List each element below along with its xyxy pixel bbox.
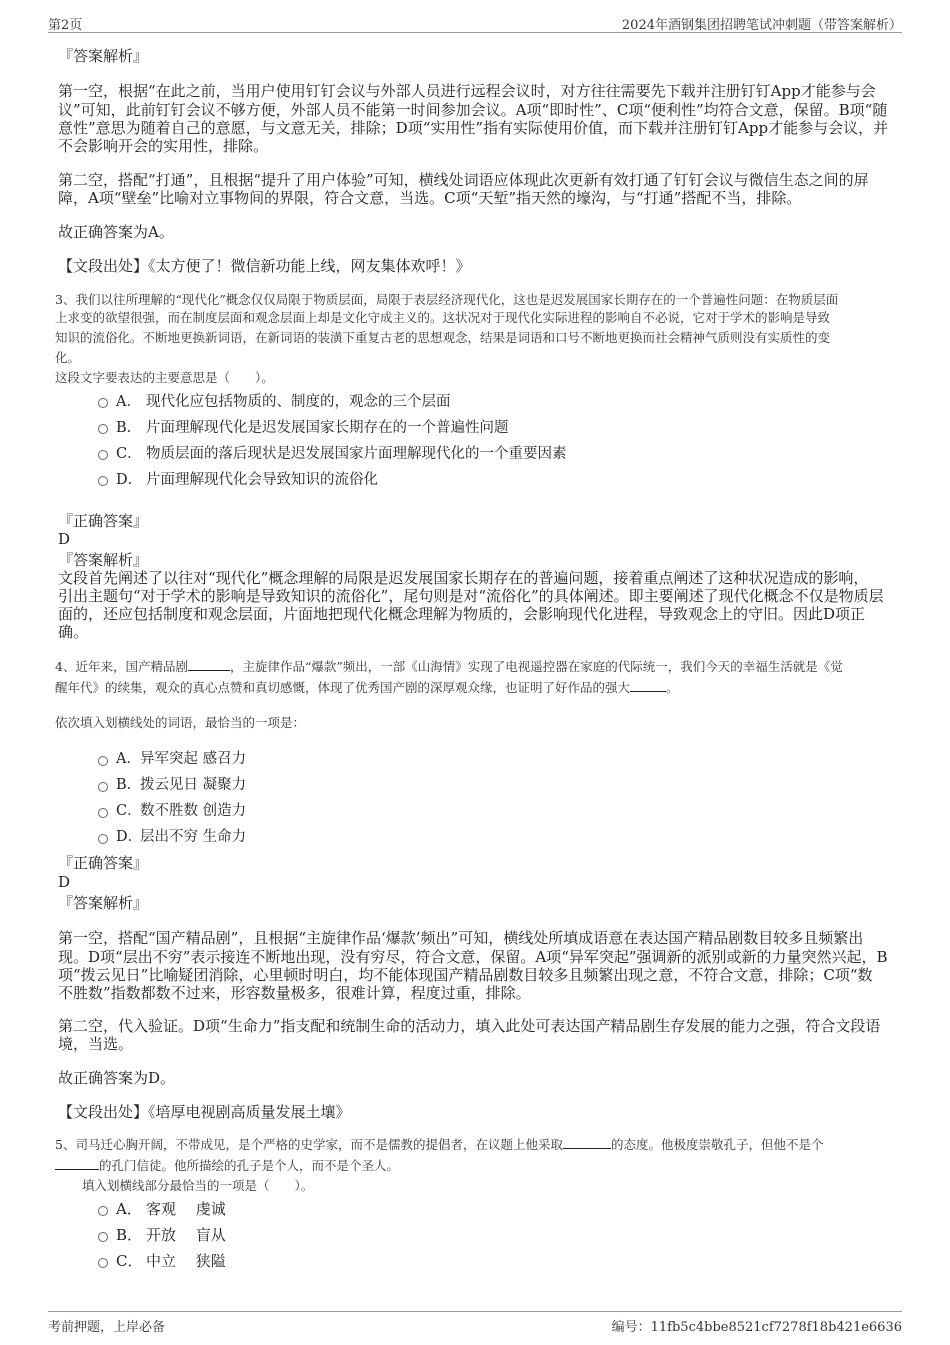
q3-explain-line: 确。 [58,623,89,641]
option-letter: C． [116,1252,143,1270]
radio-button[interactable] [98,808,108,818]
option-letter: A． [116,1200,142,1218]
q3-prompt: 这段文字要表达的主要意思是（ ）。 [55,370,274,385]
q4-stem-line [55,677,679,698]
option-text: 拨云见日 凝聚力 [140,777,247,793]
option-text: 开放 盲从 [146,1226,226,1244]
option-letter: C． [116,803,142,819]
fill-blank [630,677,666,692]
q5-prompt: 填入划横线部分最恰当的一项是（ ）。 [82,1178,314,1193]
document-title: 2024年酒钢集团招聘笔试冲刺题（带答案解析） [621,18,902,33]
radio-button[interactable] [98,424,108,434]
q2-explain-line: 障，A项“壁垒”比喻对立事物间的界限，符合文意，当选。C项“天堑”指天然的壕沟，与“打通”搭配不当，排除。 [58,189,802,207]
q4-explain-line: 现。D项“层出不穷”表示接连不断地出现，没有穷尽，符合文意，保留。A项“异军突起”强调新的派别或新的力量突然兴起，B [58,948,888,966]
radio-button[interactable] [98,1258,108,1268]
q4-prompt: 依次填入划横线处的词语，最恰当的一项是： [55,715,306,730]
q4-answer: D [58,873,71,891]
q2-explain-line: 议”可知，此前钉钉会议不够方便，外部人员不能第一时间参加会议。A项“即时性”、C项“便利性”均符合文意，保留。B项“随 [58,101,888,119]
q4-correct-label: 『正确答案』 [58,854,149,872]
q4-explain-line: 项“拨云见日”比喻疑团消除，心里顿时明白，均不能体现国产精品剧数目较多且频繁出现之意，不符合文意，排除；C项“数 [58,966,873,984]
q3-explain-line: 面的，还应包括制度和观念层面，片面地把现代化概念理解为物质的，会影响现代化进程，导致观念上的守旧。因此D项正 [58,605,866,623]
option-text: 物质层面的落后现状是迟发展国家片面理解现代化的一个重要因素 [146,446,567,462]
q3-explain-line: 文段首先阐述了以往对“现代化”概念理解的局限是迟发展国家长期存在的普遍问题，接着重点阐述了这种状况造成的影响， [58,569,869,587]
q3-stem-line: 知识的流俗化。不断地更换新词语，在新词语的装潢下重复古老的思想观念，结果是词语和口号不断地更换而社会精神气质则没有实质性的变 [55,330,831,345]
radio-button[interactable] [98,756,108,766]
option-text: 层出不穷 生命力 [140,829,247,845]
option-letter: C． [116,446,142,462]
q4-explain-line: 第一空，搭配“国产精品剧”，且根据“主旋律作品‘爆款’频出”可知，横线处所填成语意在表达国产精品剧数目较多且频繁出 [58,929,864,947]
page-footer [48,1311,902,1334]
q4-explain-line: 不胜数”指数都数不过来，形容数量极多，很难计算，程度过重，排除。 [58,984,531,1002]
fill-blank [188,656,230,671]
q3-explain-line: 引出主题句“对于学术的影响是导致知识的流俗化”，尾句则是对“流俗化”的具体阐述。即主要阐述了现代化概念不仅是物质层 [58,587,884,605]
option-letter: A． [116,394,141,410]
radio-button[interactable] [98,1232,108,1242]
radio-button[interactable] [98,1206,108,1216]
q3-stem-line: 化。 [55,350,81,365]
q3-stem-line: 3、我们以往所理解的“现代化”概念仅仅局限于物质层面，局限于表层经济现代化，这也是迟发展国家长期存在的一个普遍性问题：在物质层面 [55,292,839,307]
footer-slogan: 考前押题，上岸必备 [48,1320,166,1335]
q5-stem-line [55,1155,399,1176]
q4-explain-line: 第二空，代入验证。D项“生命力”指支配和统制生命的活动力，填入此处可表达国产精品剧生存发展的能力之强，符合文段语 [58,1017,881,1035]
q2-explain-line: 不会影响开会的实用性，排除。 [58,137,269,155]
radio-button[interactable] [98,398,108,408]
q3-explain-label: 『答案解析』 [58,551,149,569]
option-text: 片面理解现代化是迟发展国家长期存在的一个普遍性问题 [146,420,509,436]
option-text: 异军突起 感召力 [140,751,247,767]
option-letter: B． [116,777,142,793]
q2-explain-line: 第二空，搭配“打通”，且根据“提升了用户体验”可知，横线处词语应体现此次更新有效打通了钉钉会议与微信生态之间的屏 [58,171,869,189]
option-text: 片面理解现代化会导致知识的流俗化 [146,472,378,488]
q3-stem-line: 上求变的欲望很强，而在制度层面和观念层面上却是文化守成主义的。这状况对于现代化实际进程的影响自不必说，它对于学术的影响是导致 [55,310,831,325]
q4-stem-text: ，主旋律作品“爆款”频出，一部《山海情》实现了电视遥控器在家庭的代际统一，我们今天的幸福生活就是《觉 [229,659,843,674]
radio-button[interactable] [98,450,108,460]
q4-explain-line: 境，当选。 [58,1035,134,1053]
page-number: 第2页 [48,18,83,33]
q4-stem-line [55,656,843,677]
q4-explain-label: 『答案解析』 [58,894,149,912]
q2-conclusion: 故正确答案为A。 [58,223,174,241]
radio-button[interactable] [98,834,108,844]
q4-stem-text: 。 [666,680,679,695]
option-text: 中立 狭隘 [146,1252,226,1270]
q4-stem-text: 4、近年来，国产精品剧 [55,659,188,674]
page-header [48,12,902,33]
q2-explain-line: 第一空，根据“在此之前，当用户使用钉钉会议与外部人员进行远程会议时，对方往往需要先下载并注册钉钉App才能参与会 [58,82,876,100]
radio-button[interactable] [98,782,108,792]
q4-stem-text: 醒年代》的续集，观众的真心点赞和真切感慨，体现了优秀国产剧的深厚观众缘，也证明了好作品的强大 [55,680,631,695]
option-text: 数不胜数 创造力 [140,803,247,819]
option-text: 现代化应包括物质的、制度的，观念的三个层面 [146,394,451,410]
q2-source: 【文段出处】《太方便了！微信新功能上线，网友集体欢呼！》 [58,257,471,275]
q4-conclusion: 故正确答案为D。 [58,1069,176,1087]
q5-stem-text: 的态度。他极度崇敬孔子，但他不是个 [610,1137,824,1152]
option-letter: A． [116,751,141,767]
q4-source: 【文段出处】《培厚电视剧高质量发展土壤》 [58,1103,351,1121]
option-letter: B． [116,1226,143,1244]
q5-stem-line [55,1134,823,1155]
q2-explain-label: 『答案解析』 [58,47,149,65]
q2-explain-line: 意性”意思为随着自己的意愿，与文意无关，排除；D项“实用性”指有实际使用价值，而下载并注册钉钉App才能参与会议，并 [58,119,889,137]
q3-correct-label: 『正确答案』 [58,512,149,530]
option-text: 客观 虔诚 [146,1200,226,1218]
option-letter: D． [116,472,143,488]
fill-blank [563,1134,611,1149]
option-letter: D． [116,829,143,845]
q5-stem-text: 5、司马迁心胸开阔，不带成见，是个严格的史学家，而不是儒教的提倡者，在议题上他采取 [55,1137,563,1152]
radio-button[interactable] [98,476,108,486]
fill-blank [55,1155,99,1170]
q3-answer: D [58,530,71,548]
document-id: 编号：11fb5c4bbe8521cf7278f18b421e6636 [611,1320,902,1335]
q5-stem-text: 的孔门信徒。他所描绘的孔子是个人，而不是个圣人。 [99,1158,400,1173]
option-letter: B． [116,420,142,436]
